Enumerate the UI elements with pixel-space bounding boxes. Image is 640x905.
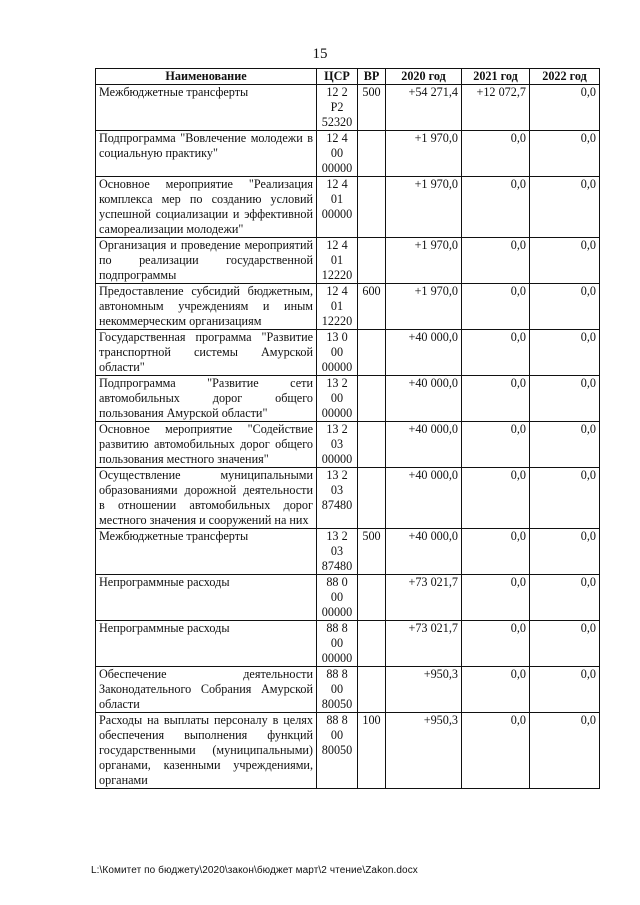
row-vr <box>358 238 386 284</box>
header-vr: ВР <box>358 69 386 85</box>
header-2021: 2021 год <box>462 69 530 85</box>
row-2022: 0,0 <box>530 85 600 131</box>
row-csr: 88 8 00 80050 <box>317 713 358 789</box>
row-csr: 12 4 01 12220 <box>317 238 358 284</box>
row-2021: 0,0 <box>462 713 530 789</box>
table-row <box>96 667 600 713</box>
row-name: Расходы на выплаты персоналу в целях обеспечения выполнения функций государственными (муниципальными) органами, казенными учреждениями, органами <box>96 713 317 789</box>
budget-table <box>95 68 600 789</box>
row-2022: 0,0 <box>530 177 600 238</box>
row-vr: 600 <box>358 284 386 330</box>
header-name: Наименование <box>96 69 317 85</box>
row-name: Подпрограмма "Вовлечение молодежи в социальную практику" <box>96 131 317 177</box>
row-vr <box>358 177 386 238</box>
row-name: Осуществление муниципальными образованиями дорожной деятельности в отношении автомобильных дорог местного значения и сооружений на них <box>96 468 317 529</box>
table-row <box>96 713 600 789</box>
row-2021: 0,0 <box>462 621 530 667</box>
row-csr: 13 2 00 00000 <box>317 376 358 422</box>
row-csr: 88 8 00 80050 <box>317 667 358 713</box>
row-vr <box>358 575 386 621</box>
row-name: Обеспечение деятельности Законодательного Собрания Амурской области <box>96 667 317 713</box>
table-row <box>96 376 600 422</box>
row-2021: 0,0 <box>462 667 530 713</box>
row-2020: +73 021,7 <box>386 621 462 667</box>
page-number: 15 <box>312 46 328 62</box>
table-row <box>96 468 600 529</box>
row-2022: 0,0 <box>530 713 600 789</box>
table-row <box>96 131 600 177</box>
row-csr: 88 0 00 00000 <box>317 575 358 621</box>
row-vr <box>358 468 386 529</box>
row-vr: 100 <box>358 713 386 789</box>
table-row <box>96 85 600 131</box>
row-vr: 500 <box>358 85 386 131</box>
row-vr <box>358 667 386 713</box>
row-2021: 0,0 <box>462 376 530 422</box>
row-csr: 12 4 01 00000 <box>317 177 358 238</box>
row-name: Непрограммные расходы <box>96 621 317 667</box>
row-csr: 12 4 01 12220 <box>317 284 358 330</box>
row-2020: +73 021,7 <box>386 575 462 621</box>
header-2020: 2020 год <box>386 69 462 85</box>
table-row <box>96 330 600 376</box>
row-2021: 0,0 <box>462 131 530 177</box>
row-vr: 500 <box>358 529 386 575</box>
row-2021: 0,0 <box>462 284 530 330</box>
row-2020: +1 970,0 <box>386 238 462 284</box>
row-vr <box>358 422 386 468</box>
row-2021: +12 072,7 <box>462 85 530 131</box>
footer-file-path: L:\Комитет по бюджету\2020\закон\бюджет март\2 чтение\Zakon.docx <box>91 865 418 876</box>
row-csr: 13 2 03 87480 <box>317 529 358 575</box>
table-row <box>96 529 600 575</box>
row-2022: 0,0 <box>530 131 600 177</box>
row-2020: +1 970,0 <box>386 284 462 330</box>
row-vr <box>358 131 386 177</box>
row-csr: 13 0 00 00000 <box>317 330 358 376</box>
table-row <box>96 621 600 667</box>
row-name: Основное мероприятие "Реализация комплекса мер по созданию условий успешной социализации и эффективной самореализации молодежи" <box>96 177 317 238</box>
row-2020: +40 000,0 <box>386 468 462 529</box>
row-2021: 0,0 <box>462 468 530 529</box>
row-name: Государственная программа "Развитие транспортной системы Амурской области" <box>96 330 317 376</box>
row-name: Предоставление субсидий бюджетным, автономным учреждениям и иным некоммерческим организациям <box>96 284 317 330</box>
row-2020: +40 000,0 <box>386 422 462 468</box>
row-2021: 0,0 <box>462 529 530 575</box>
row-vr <box>358 376 386 422</box>
row-2021: 0,0 <box>462 575 530 621</box>
row-2022: 0,0 <box>530 330 600 376</box>
row-2020: +950,3 <box>386 713 462 789</box>
row-2022: 0,0 <box>530 575 600 621</box>
table-header-row <box>96 69 600 85</box>
row-2020: +950,3 <box>386 667 462 713</box>
row-2020: +40 000,0 <box>386 529 462 575</box>
row-2020: +40 000,0 <box>386 376 462 422</box>
row-2022: 0,0 <box>530 284 600 330</box>
row-2020: +40 000,0 <box>386 330 462 376</box>
row-name: Межбюджетные трансферты <box>96 529 317 575</box>
row-vr <box>358 621 386 667</box>
header-2022: 2022 год <box>530 69 600 85</box>
row-vr <box>358 330 386 376</box>
header-csr: ЦСР <box>317 69 358 85</box>
row-2022: 0,0 <box>530 376 600 422</box>
row-2020: +54 271,4 <box>386 85 462 131</box>
table-row <box>96 238 600 284</box>
row-2021: 0,0 <box>462 177 530 238</box>
row-csr: 13 2 03 87480 <box>317 468 358 529</box>
row-csr: 12 2 P2 52320 <box>317 85 358 131</box>
row-name: Организация и проведение мероприятий по реализации государственной подпрограммы <box>96 238 317 284</box>
row-2022: 0,0 <box>530 238 600 284</box>
row-csr: 13 2 03 00000 <box>317 422 358 468</box>
row-name: Основное мероприятие "Содействие развитию автомобильных дорог общего пользования местного значения" <box>96 422 317 468</box>
row-csr: 88 8 00 00000 <box>317 621 358 667</box>
table-row <box>96 422 600 468</box>
row-2021: 0,0 <box>462 330 530 376</box>
row-name: Подпрограмма "Развитие сети автомобильных дорог общего пользования Амурской области" <box>96 376 317 422</box>
row-2022: 0,0 <box>530 422 600 468</box>
row-2021: 0,0 <box>462 238 530 284</box>
table-row <box>96 575 600 621</box>
table-row <box>96 177 600 238</box>
row-csr: 12 4 00 00000 <box>317 131 358 177</box>
table-row <box>96 284 600 330</box>
row-2022: 0,0 <box>530 529 600 575</box>
row-name: Межбюджетные трансферты <box>96 85 317 131</box>
row-name: Непрограммные расходы <box>96 575 317 621</box>
row-2022: 0,0 <box>530 468 600 529</box>
row-2020: +1 970,0 <box>386 177 462 238</box>
row-2022: 0,0 <box>530 621 600 667</box>
row-2020: +1 970,0 <box>386 131 462 177</box>
row-2021: 0,0 <box>462 422 530 468</box>
row-2022: 0,0 <box>530 667 600 713</box>
